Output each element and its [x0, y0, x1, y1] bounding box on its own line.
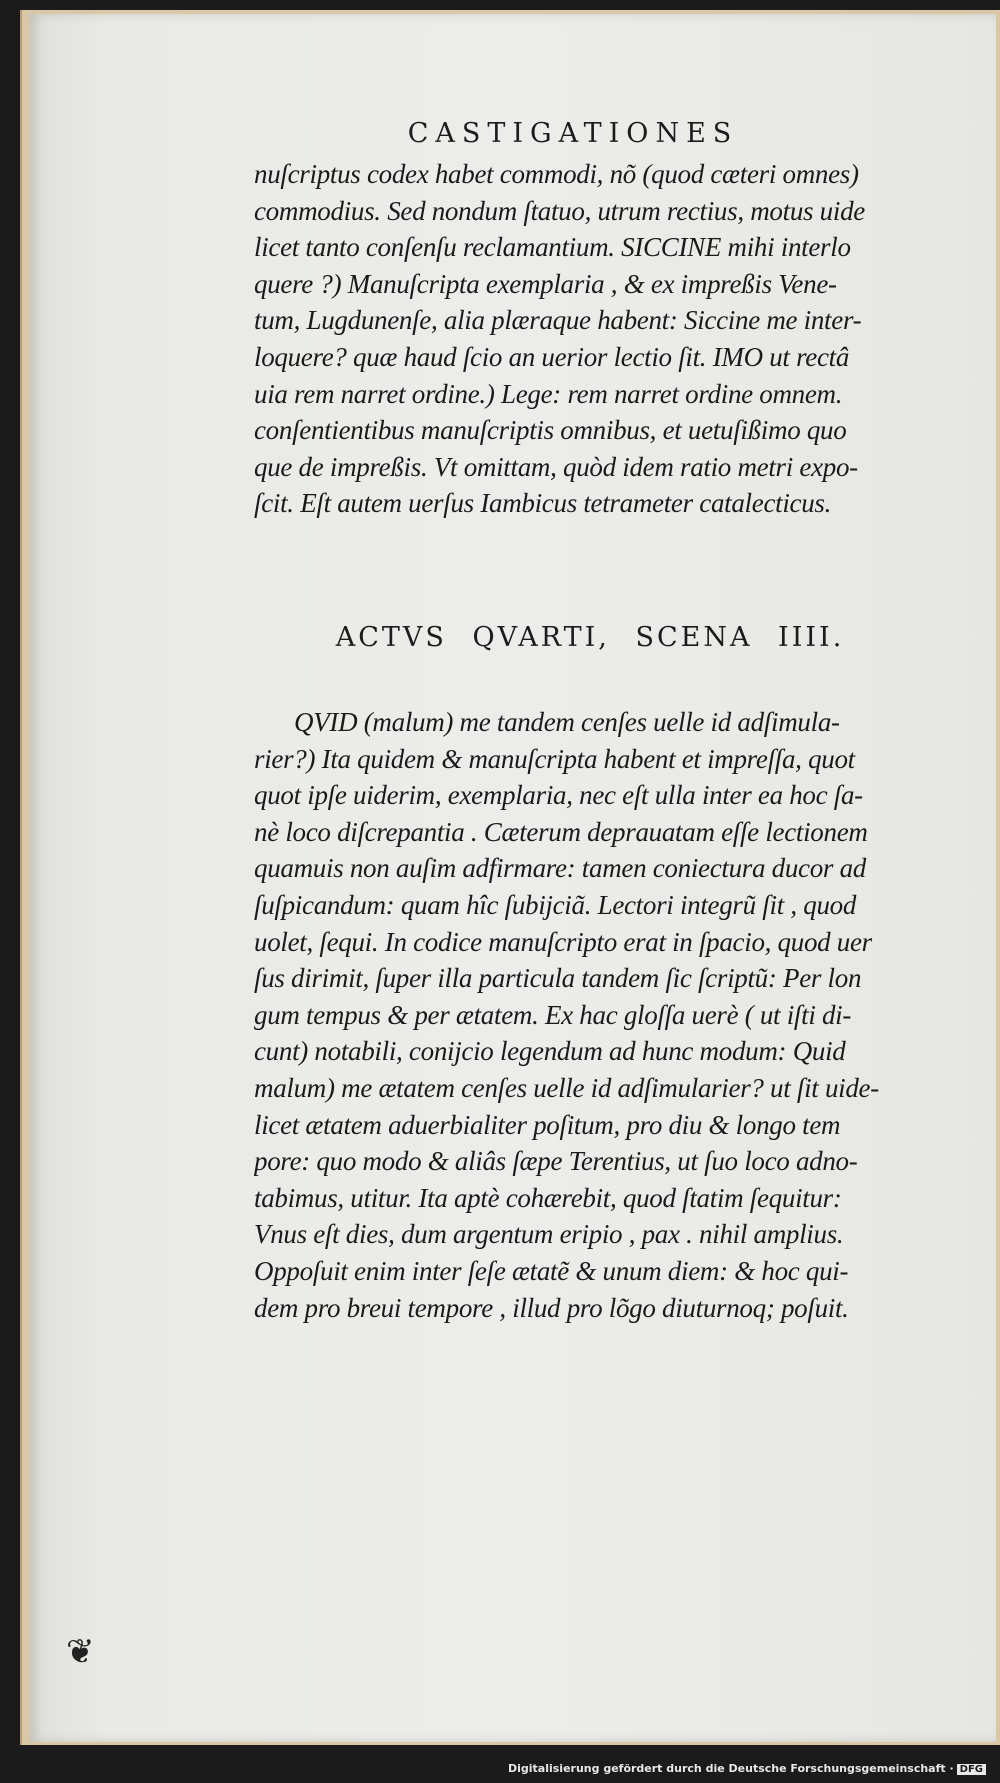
- text-line: tum, Lugdunenſe, alia plæraque habent: Siccine me inter-: [254, 305, 862, 336]
- text-line: uolet, ſequi. In codice manuſcripto erat in ſpacio, quod uer: [254, 926, 872, 957]
- text-line: ſus dirimit, ſuper illa particula tandem ſic ſcriptũ: Per lon: [254, 963, 862, 994]
- text-line: quamuis non auſim adfirmare: tamen coniectura ducor ad: [254, 853, 866, 884]
- running-head: CASTIGATIONES: [407, 118, 739, 149]
- text-line: quere ?) Manuſcripta exemplaria , & ex impreßis Vene-: [254, 268, 837, 299]
- text-line: rier?) Ita quidem & manuſcripta habent et impreſſa, quot: [254, 743, 855, 774]
- book-page: [30, 14, 996, 1742]
- text-line: Oppoſuit enim inter ſeſe ætatẽ & unum diem: & hoc qui-: [254, 1255, 849, 1286]
- text-line: nuſcriptus codex habet commodi, nõ (quod cæteri omnes): [254, 159, 859, 189]
- text-line: que de impreßis. Vt omittam, quòd idem ratio metri expo-: [254, 451, 858, 482]
- text-line: nè loco diſcrepantia . Cæterum deprauatam eſſe lectionem: [254, 816, 868, 847]
- text-line: commodius. Sed nondum ſtatuo, utrum rectius, motus uide: [254, 195, 865, 226]
- text-line: ſuſpicandum: quam hîc ſubijciã. Lectori integrũ ſit , quod: [254, 889, 857, 920]
- printers-ornament-icon: ❦: [66, 1632, 95, 1672]
- digitization-credit: [508, 1762, 986, 1775]
- text-line: loquere? quæ haud ſcio an uerior lectio ſit. IMO ut rectâ: [254, 341, 850, 372]
- paragraph-2: [254, 704, 894, 1326]
- text-line: malum) me ætatem cenſes uelle id adſimularier? ut ſit uide-: [254, 1072, 879, 1103]
- text-line: tabimus, utitur. Ita aptè cohærebit, quod ſtatim ſequitur:: [254, 1182, 842, 1213]
- text-line: pore: quo modo & aliâs ſæpe Terentius, ut ſuo loco adno-: [254, 1146, 858, 1177]
- text-line: licet tanto conſenſu reclamantium. SICCINE mihi interlo: [254, 232, 851, 263]
- dfg-logo: DFG: [957, 1764, 986, 1775]
- text-line: Vnus eſt dies, dum argentum eripio , pax . nihil amplius.: [254, 1219, 844, 1250]
- text-line: dem pro breui tempore , illud pro lõgo diuturnoq; poſuit.: [254, 1292, 849, 1323]
- text-line: quot ipſe uiderim, exemplaria, nec eſt ulla inter ea hoc ſa-: [254, 780, 863, 811]
- text-line: licet ætatem aduerbialiter poſitum, pro diu & longo tem: [254, 1109, 841, 1140]
- text-line: cunt) notabili, conijcio legendum ad hunc modum: Quid: [254, 1036, 846, 1067]
- paragraph-1: [254, 156, 894, 522]
- text-line: conſentientibus manuſcriptis omnibus, et uetuſißimo quo: [254, 415, 847, 446]
- text-line: ſcit. Eſt autem uerſus Iambicus tetrameter catalecticus.: [254, 488, 832, 519]
- text-line: uia rem narret ordine.) Lege: rem narret ordine omnem.: [254, 378, 843, 409]
- scene-heading: ACTVS QVARTI, SCENA IIII.: [335, 622, 845, 653]
- credit-text: Digitalisierung gefördert durch die Deutsche Forschungsgemeinschaft ·: [507, 1762, 954, 1775]
- text-line: gum tempus & per ætatem. Ex hac gloſſa uerè ( ut iſti di-: [254, 999, 852, 1030]
- text-line: QVID (malum) me tandem cenſes uelle id adſimula-: [294, 707, 840, 737]
